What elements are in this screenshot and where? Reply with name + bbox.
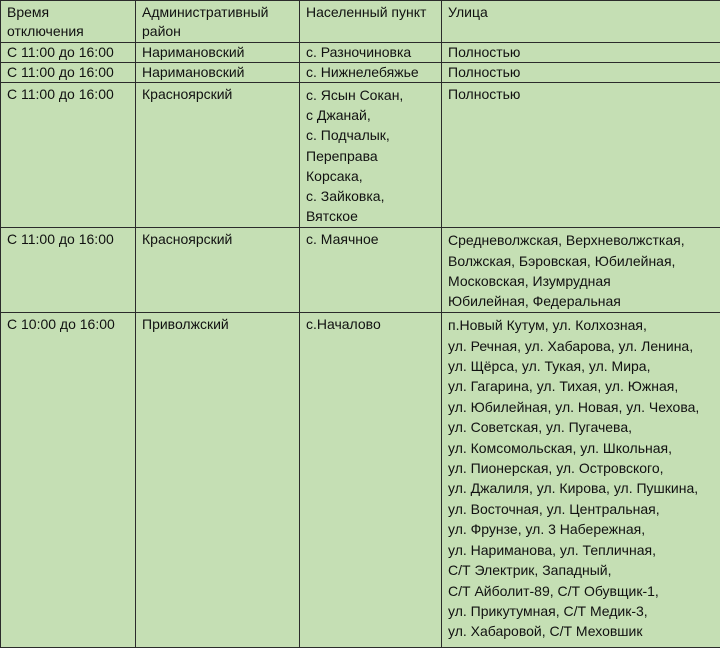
street-line: С/Т Электрик, Западный,	[448, 560, 714, 580]
settlement-line: Переправа	[306, 146, 435, 166]
cell-time: С 11:00 до 16:00	[1, 63, 136, 83]
settlement-line: с. Ясын Сокан,	[306, 85, 435, 105]
cell-district: Наримановский	[136, 43, 300, 63]
cell-street: Полностью	[442, 83, 720, 228]
street-line: п.Новый Кутум, ул. Колхозная,	[448, 315, 714, 335]
header-street: Улица	[442, 1, 720, 43]
street-line: ул. Гагарина, ул. Тихая, ул. Южная,	[448, 376, 714, 396]
table-row	[1, 63, 720, 83]
street-line: ул. Нариманова, ул. Тепличная,	[448, 540, 714, 560]
street-line: ул. Речная, ул. Хабарова, ул. Ленина,	[448, 336, 714, 356]
header-district-line-1: Административный	[142, 3, 293, 22]
cell-district: Наримановский	[136, 63, 300, 83]
header-time	[1, 1, 136, 43]
street-line: ул. Пионерская, ул. Островского,	[448, 458, 714, 478]
table-header-row	[1, 1, 720, 43]
cell-district: Приволжский	[136, 313, 300, 648]
street-line: ул. Комсомольская, ул. Школьная,	[448, 438, 714, 458]
cell-settlement: с.Началово	[300, 313, 442, 648]
cell-street	[442, 228, 720, 313]
settlement-line: с Джанай,	[306, 105, 435, 125]
street-line: ул. Щёрса, ул. Тукая, ул. Мира,	[448, 356, 714, 376]
cell-settlement: с. Нижнелебяжье	[300, 63, 442, 83]
cell-time: С 11:00 до 16:00	[1, 83, 136, 228]
settlement-line: Вятское	[306, 206, 435, 226]
street-line: ул. Юбилейная, ул. Новая, ул. Чехова,	[448, 397, 714, 417]
street-line: Московская, Изумрудная	[448, 271, 714, 291]
cell-settlement: с. Маячное	[300, 228, 442, 313]
table-row	[1, 83, 720, 228]
street-line: Волжская, Бэровская, Юбилейная,	[448, 251, 714, 271]
settlement-line: Корсака,	[306, 166, 435, 186]
street-line: Юбилейная, Федеральная	[448, 291, 714, 311]
street-line: С/Т Айболит-89, С/Т Обувщик-1,	[448, 581, 714, 601]
table-row	[1, 228, 720, 313]
street-line: ул. Хабаровой, С/Т Меховшик	[448, 621, 714, 641]
street-line: ул. Фрунзе, ул. 3 Набережная,	[448, 519, 714, 539]
cell-settlement: с. Разночиновка	[300, 43, 442, 63]
street-line: ул. Прикутумная, С/Т Медик-3,	[448, 601, 714, 621]
header-district-line-2: район	[142, 22, 293, 41]
cell-district: Красноярский	[136, 228, 300, 313]
cell-street: Полностью	[442, 63, 720, 83]
header-time-line-1: Время	[7, 3, 129, 22]
cell-street: Полностью	[442, 43, 720, 63]
table-row	[1, 313, 720, 648]
street-line: Средневолжская, Верхневолжсткая,	[448, 230, 714, 250]
cell-settlement	[300, 83, 442, 228]
settlement-line: с. Зайковка,	[306, 186, 435, 206]
cell-time: С 11:00 до 16:00	[1, 43, 136, 63]
street-line: ул. Джалиля, ул. Кирова, ул. Пушкина,	[448, 478, 714, 498]
street-line: ул. Восточная, ул. Центральная,	[448, 499, 714, 519]
cell-street	[442, 313, 720, 648]
header-district	[136, 1, 300, 43]
cell-time: С 10:00 до 16:00	[1, 313, 136, 648]
table-row	[1, 43, 720, 63]
settlement-line: с. Подчалык,	[306, 125, 435, 145]
header-time-line-2: отключения	[7, 22, 129, 41]
cell-time: С 11:00 до 16:00	[1, 228, 136, 313]
header-settlement: Населенный пункт	[300, 1, 442, 43]
street-line: ул. Советская, ул. Пугачева,	[448, 417, 714, 437]
cell-district: Красноярский	[136, 83, 300, 228]
